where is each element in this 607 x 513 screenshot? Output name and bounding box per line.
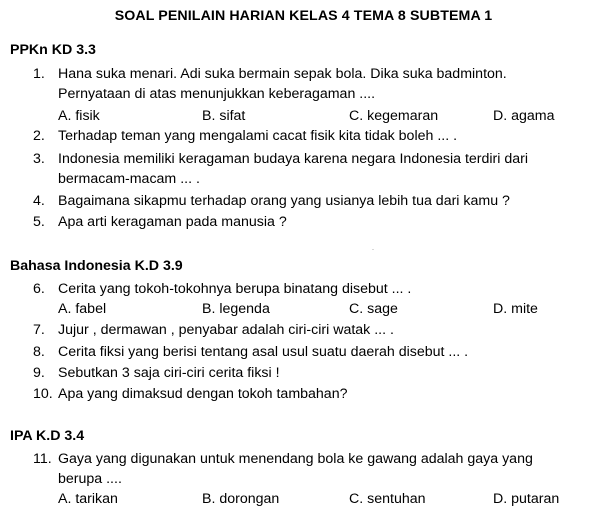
- question-number: 11.: [33, 451, 52, 467]
- question-number: 9.: [33, 365, 45, 381]
- question-10: [33, 384, 603, 404]
- question-1: [33, 64, 603, 104]
- question-8: [33, 342, 603, 362]
- question-5: [33, 212, 603, 232]
- question-text: Jujur , dermawan , penyabar adalah ciri-ciri watak ... .: [58, 322, 394, 338]
- document-title: SOAL PENILAIN HARIAN KELAS 4 TEMA 8 SUBTEMA 1: [114, 8, 493, 24]
- question-text: Gaya yang digunakan untuk menendang bola ke gawang adalah gaya yang: [58, 451, 533, 467]
- section-heading-bahasa-indonesia: Bahasa Indonesia K.D 3.9: [10, 258, 183, 274]
- section-heading-ipa: IPA K.D 3.4: [10, 428, 85, 444]
- question-text: Cerita yang tokoh-tokohnya berupa binatang disebut ... .: [58, 281, 412, 297]
- option-b: B. sifat: [202, 108, 246, 124]
- question-number: 3.: [33, 151, 45, 167]
- question-number: 7.: [33, 322, 45, 338]
- question-number: 8.: [33, 344, 45, 360]
- question-number: 5.: [33, 214, 45, 230]
- question-11: [33, 449, 603, 489]
- option-b: B. dorongan: [202, 491, 280, 507]
- question-4: [33, 191, 603, 211]
- option-d: D. mite: [493, 301, 538, 317]
- question-number: 2.: [33, 128, 45, 144]
- question-number: 4.: [33, 193, 45, 209]
- option-a: A. fabel: [58, 301, 107, 317]
- question-7: [33, 320, 603, 340]
- question-3: [33, 149, 603, 189]
- scan-speck: [372, 249, 374, 250]
- question-6-options: [58, 299, 598, 319]
- question-text: Bagaimana sikapmu terhadap orang yang usianya lebih tua dari kamu ?: [58, 193, 510, 209]
- section-heading-ppkn: PPKn KD 3.3: [10, 42, 96, 58]
- question-text: Apa arti keragaman pada manusia ?: [58, 214, 287, 230]
- option-c: C. sentuhan: [349, 491, 426, 507]
- question-text-continued: Pernyataan di atas menunjukkan keberagaman ....: [58, 86, 376, 102]
- question-text: Hana suka menari. Adi suka bermain sepak bola. Dika suka badminton.: [58, 66, 507, 82]
- question-text-continued: berupa ....: [58, 471, 122, 487]
- option-a: A. tarikan: [58, 491, 118, 507]
- question-number: 6.: [33, 281, 45, 297]
- question-text: Terhadap teman yang mengalami cacat fisik kita tidak boleh ... .: [58, 128, 458, 144]
- question-9: [33, 363, 603, 383]
- question-text-continued: bermacam-macam ... .: [58, 171, 200, 187]
- option-c: C. kegemaran: [349, 108, 439, 124]
- question-1-options: [58, 106, 598, 126]
- question-2: [33, 126, 603, 146]
- option-d: D. putaran: [493, 491, 560, 507]
- question-11-options: [58, 489, 598, 509]
- question-text: Cerita fiksi yang berisi tentang asal usul suatu daerah disebut ... .: [58, 344, 469, 360]
- option-b: B. legenda: [202, 301, 270, 317]
- question-number: 10.: [33, 386, 53, 402]
- question-text: Indonesia memiliki keragaman budaya karena negara Indonesia terdiri dari: [58, 151, 529, 167]
- question-text: Sebutkan 3 saja ciri-ciri cerita fiksi !: [58, 365, 280, 381]
- option-c: C. sage: [349, 301, 398, 317]
- question-number: 1.: [33, 66, 45, 82]
- option-a: A. fisik: [58, 108, 100, 124]
- option-d: D. agama: [493, 108, 555, 124]
- question-text: Apa yang dimaksud dengan tokoh tambahan?: [58, 386, 348, 402]
- question-6: [33, 279, 603, 299]
